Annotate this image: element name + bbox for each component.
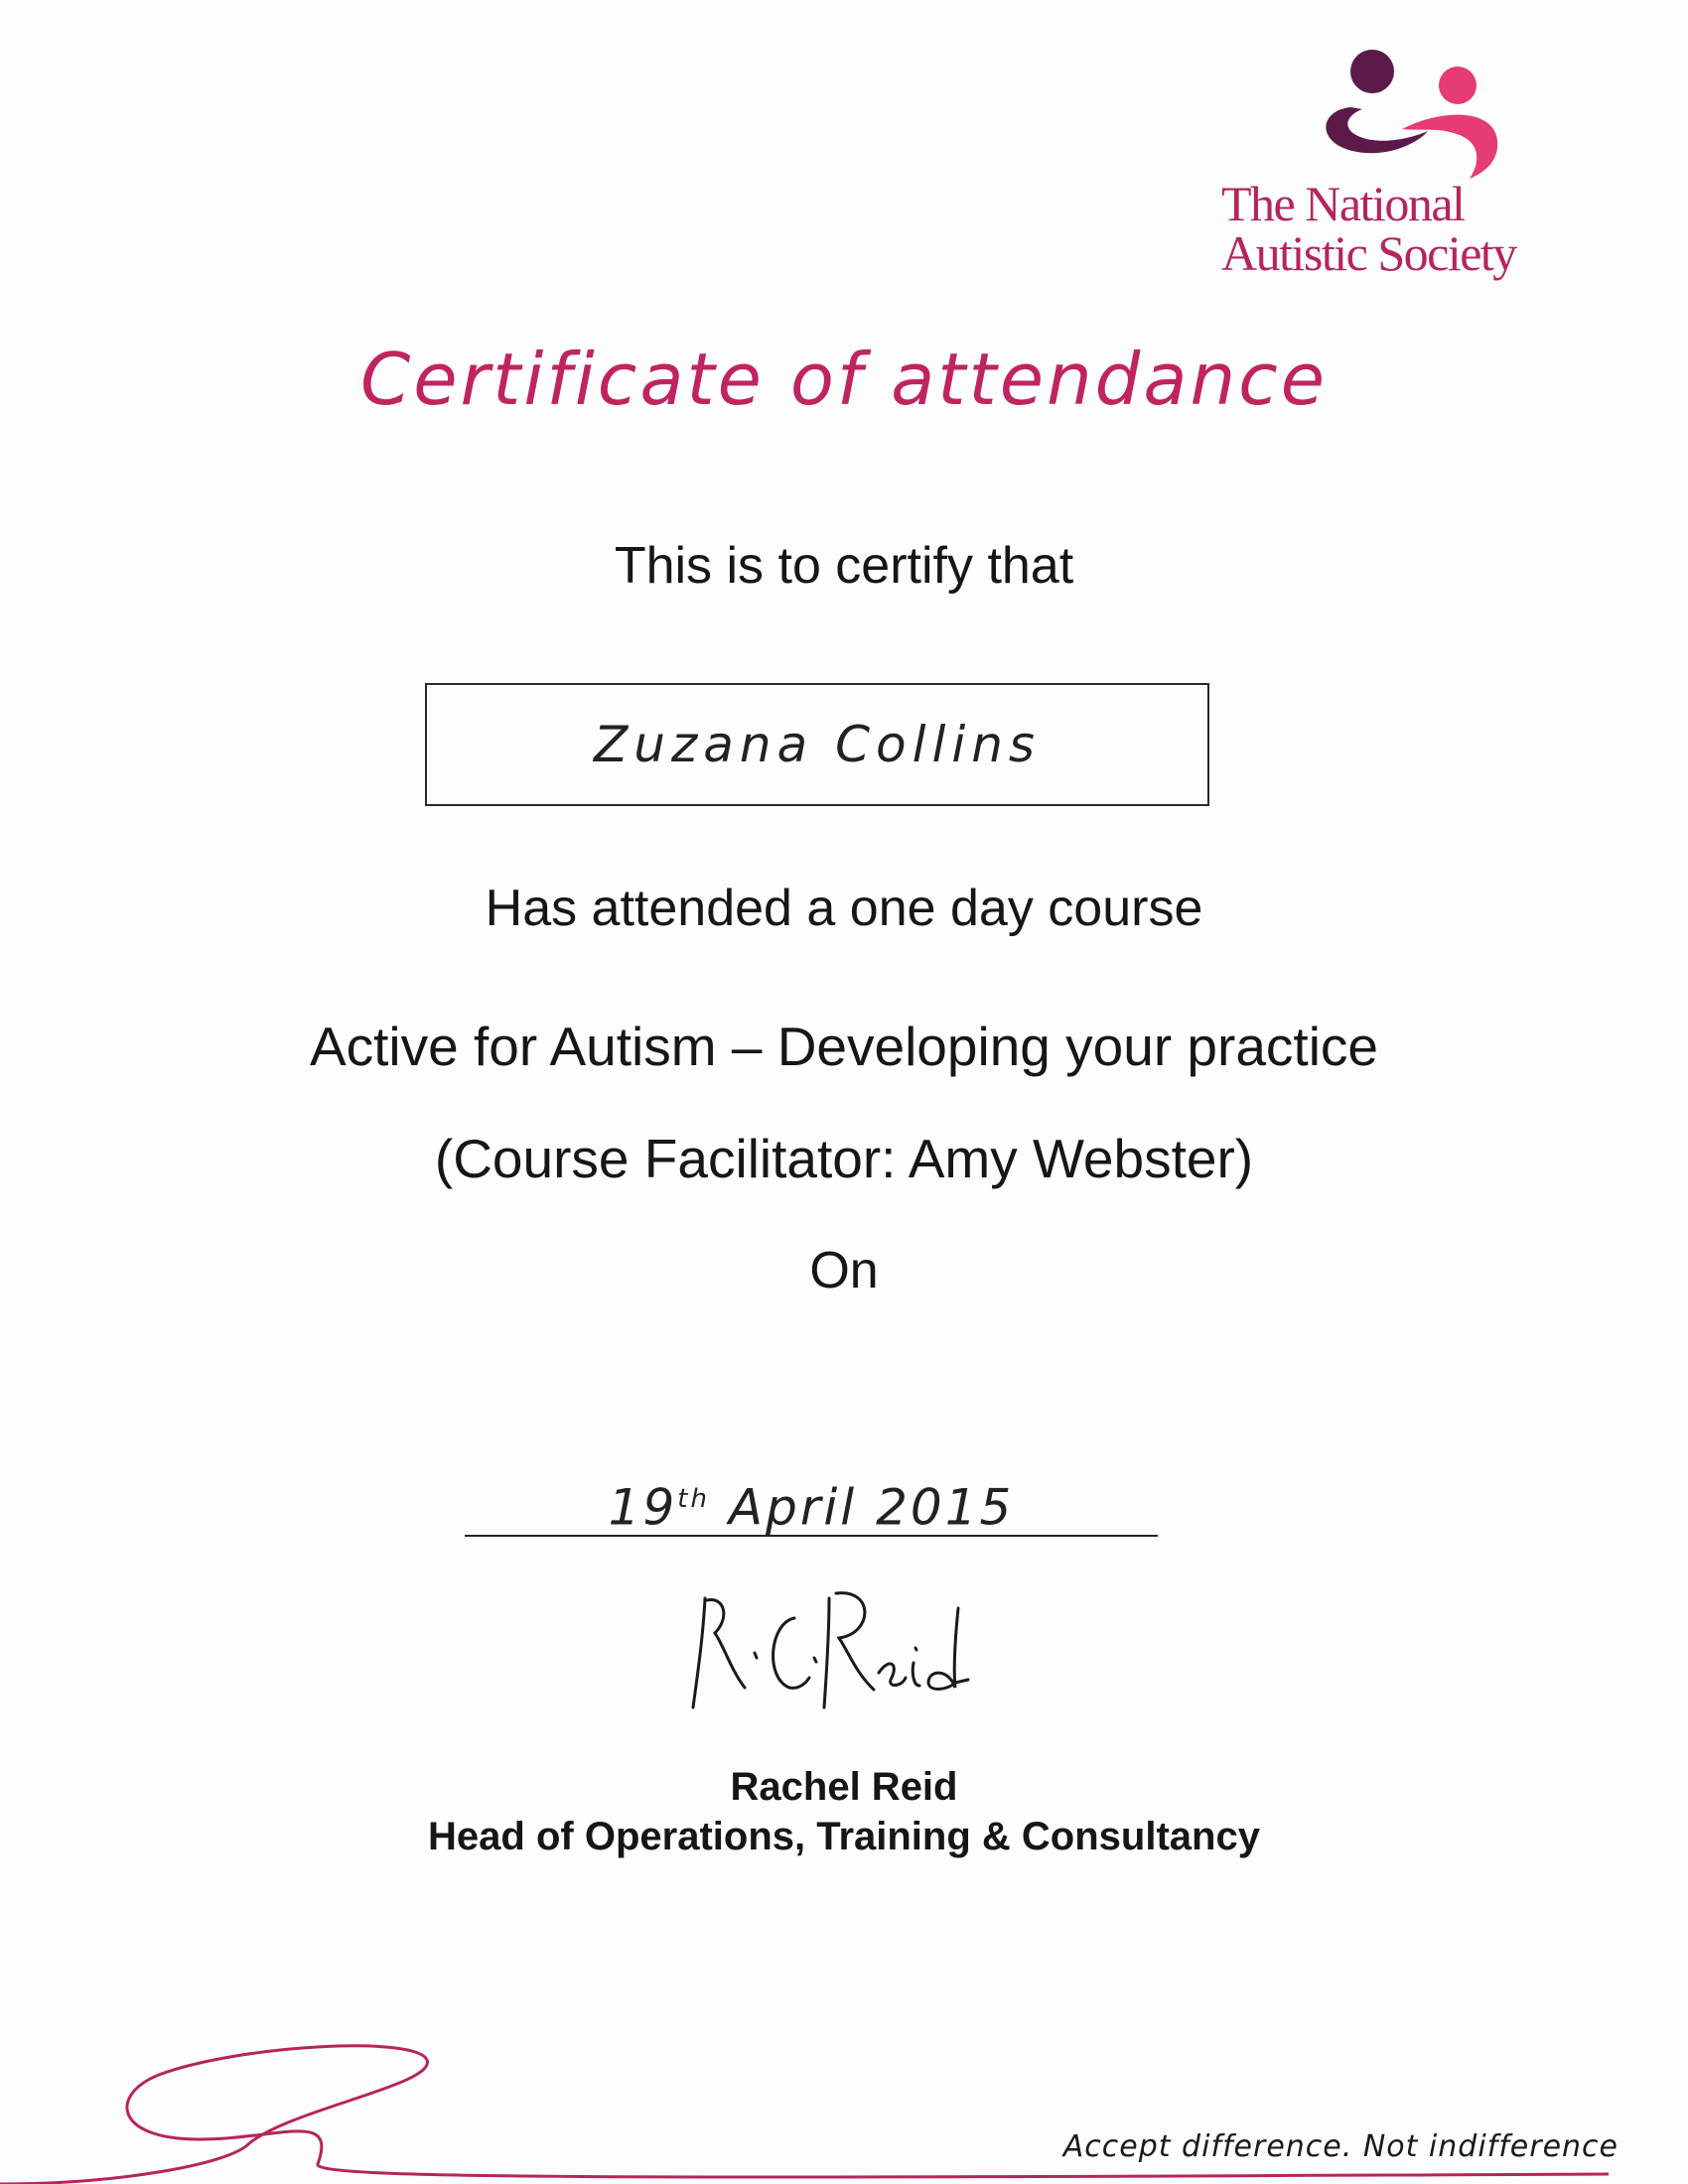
certificate-title: Certificate of attendance bbox=[359, 338, 1328, 421]
signatory-name: Rachel Reid bbox=[730, 1765, 958, 1809]
people-logo-icon bbox=[1311, 50, 1509, 179]
on-text: On bbox=[809, 1242, 879, 1299]
organization-logo bbox=[1221, 50, 1559, 288]
course-facilitator: (Course Facilitator: Amy Webster) bbox=[434, 1128, 1254, 1189]
date-suffix: th bbox=[677, 1484, 710, 1514]
recipient-name-box bbox=[425, 683, 1209, 806]
attended-text: Has attended a one day course bbox=[485, 880, 1203, 937]
date-day: 19 bbox=[608, 1478, 678, 1537]
certify-text: This is to certify that bbox=[614, 537, 1074, 595]
handwritten-signature bbox=[675, 1578, 973, 1732]
logo-line-2: Autistic Society bbox=[1221, 225, 1516, 281]
signatory-role: Head of Operations, Training & Consultancy bbox=[428, 1815, 1260, 1858]
course-date bbox=[465, 1469, 1158, 1537]
recipient-name: Zuzana Collins bbox=[594, 716, 1041, 773]
date-rest: April 2015 bbox=[728, 1478, 1015, 1537]
course-title: Active for Autism – Developing your practice bbox=[309, 1016, 1379, 1077]
logo-line-1: The National bbox=[1221, 176, 1465, 231]
footer-tagline: Accept difference. Not indifference bbox=[1062, 2129, 1618, 2164]
